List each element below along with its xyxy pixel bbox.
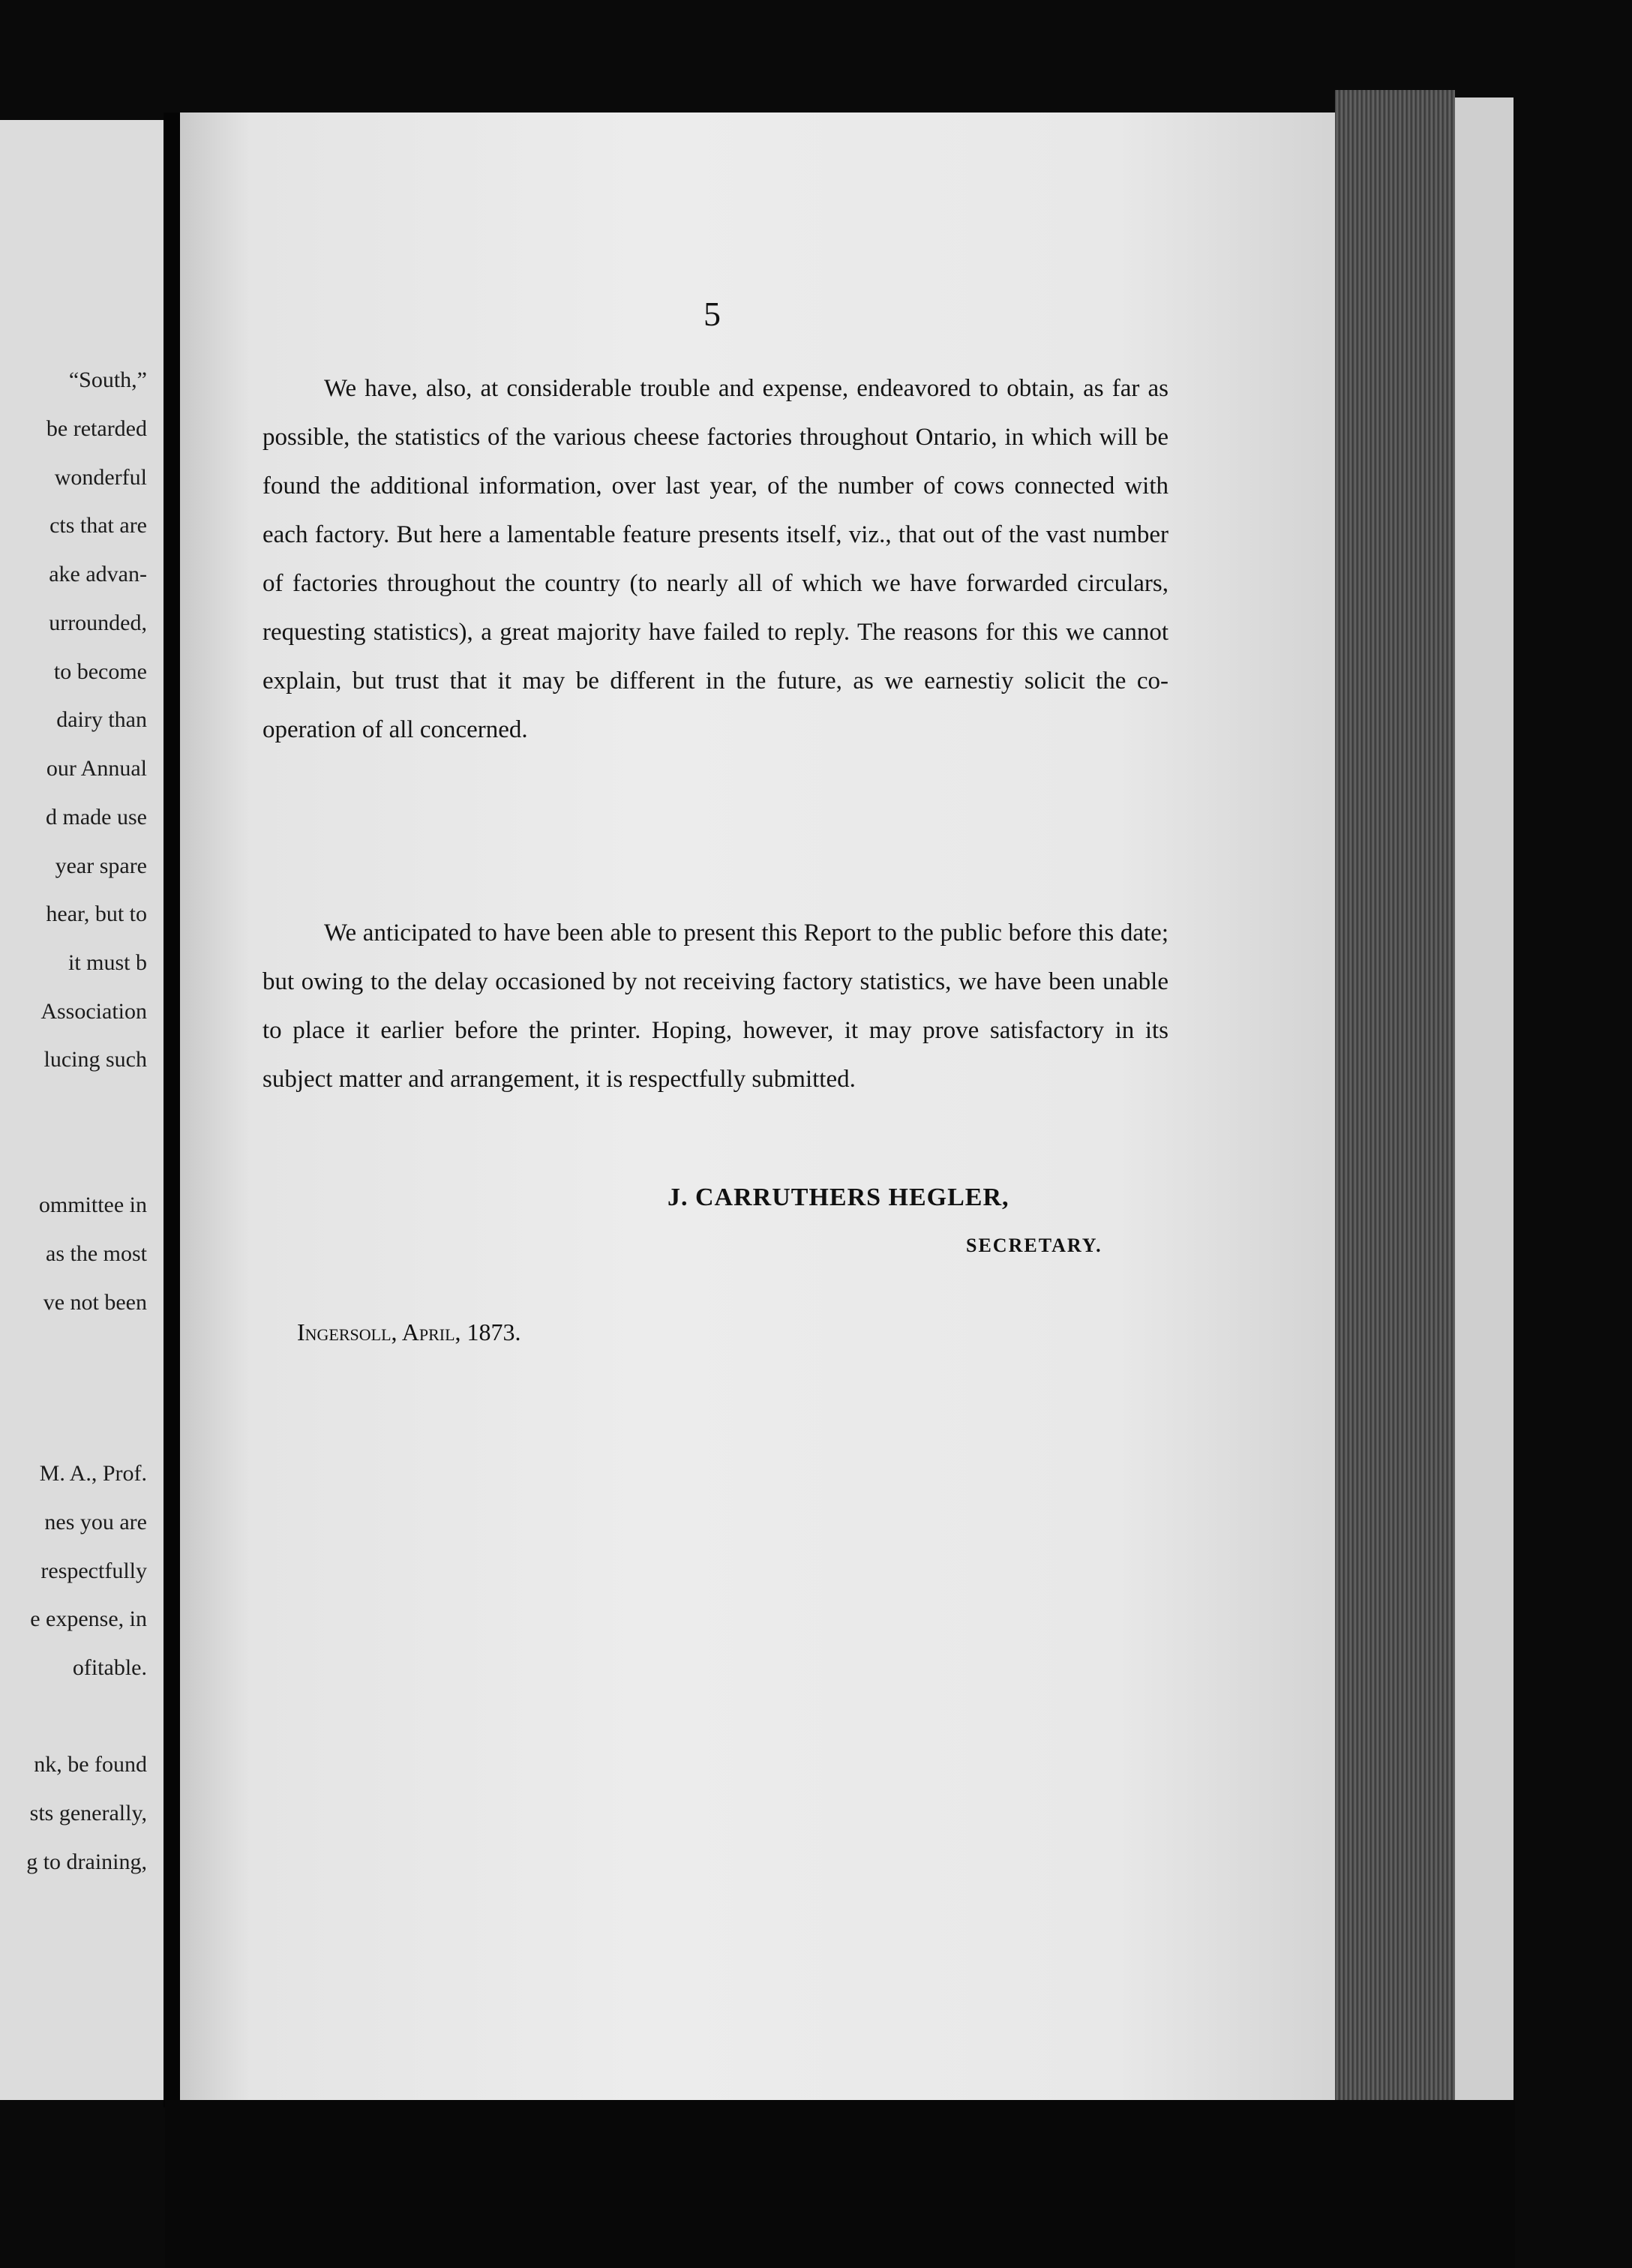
left-page-line: respectfully (40, 1558, 147, 1583)
left-page-line: urrounded, (49, 610, 147, 635)
left-page-line: “South,” (68, 368, 147, 392)
left-page-line: year spare (55, 854, 147, 878)
left-page-line: wonderful (54, 465, 147, 490)
left-page-line: it must b (68, 950, 147, 975)
left-page-line: dairy than (56, 707, 147, 732)
body-paragraph: We have, also, at considerable trouble and expense, endeavored to obtain, as far as possible, the statistics of the various cheese factories throughout Ontario, in which will be found the additional information, over last year, of the number of cows connected with each factory. But here a lamentable feature presents itself, viz., that out of the vast number of factories throughout the country (to nearly all of which we have forwarded circulars, requesting statistics), a great majority have failed to reply. The reasons for this we cannot explain, but trust that it may be different in the future, as we earnestiy solicit the co-operation of all concerned. (262, 375, 1168, 743)
left-page-line: Association (40, 999, 147, 1024)
book-page-edges (1335, 90, 1455, 2100)
signature-name: J. CARRUTHERS HEGLER, (668, 1184, 1010, 1211)
left-page-line: cts that are (50, 513, 147, 538)
left-page-line: g to draining, (26, 1850, 147, 1874)
left-page-line: ofitable. (72, 1655, 147, 1680)
left-page-line: sts generally, (29, 1801, 147, 1826)
left-page-line: d made use (46, 805, 147, 830)
left-page-line: M. A., Prof. (39, 1461, 147, 1486)
left-page-line: lucing such (44, 1047, 147, 1072)
signature-title: SECRETARY. (966, 1234, 1102, 1256)
left-page-line: nk, be found (34, 1752, 147, 1777)
left-page-line: hear, but to (46, 902, 147, 926)
left-page-line: be retarded (46, 416, 147, 441)
left-page-line: ve not been (43, 1290, 147, 1315)
book-board (1455, 98, 1514, 2108)
dateline: Ingersoll, April, 1873. (297, 1318, 521, 1346)
scan-background (165, 2100, 1515, 2268)
left-page-line: as the most (46, 1241, 147, 1266)
body-paragraph: We anticipated to have been able to present this Report to the public before this date; but owing to the delay occasioned by not receiving factory statistics, we have been unable to place it earlier before the printer. Hoping, however, it may prove satisfactory in its subject matter and arrangement, it is respectfully submitted. (262, 920, 1168, 1093)
left-page-line: e expense, in (30, 1606, 147, 1631)
left-page-line: ake advan- (49, 562, 147, 586)
left-page-line: our Annual (46, 756, 147, 781)
page-number: 5 (704, 295, 721, 333)
book-gutter (164, 112, 180, 2108)
left-page-line: ommittee in (38, 1192, 147, 1217)
left-page-line: to become (53, 659, 147, 684)
left-page-line: nes you are (44, 1510, 147, 1534)
left-page (0, 120, 164, 2100)
